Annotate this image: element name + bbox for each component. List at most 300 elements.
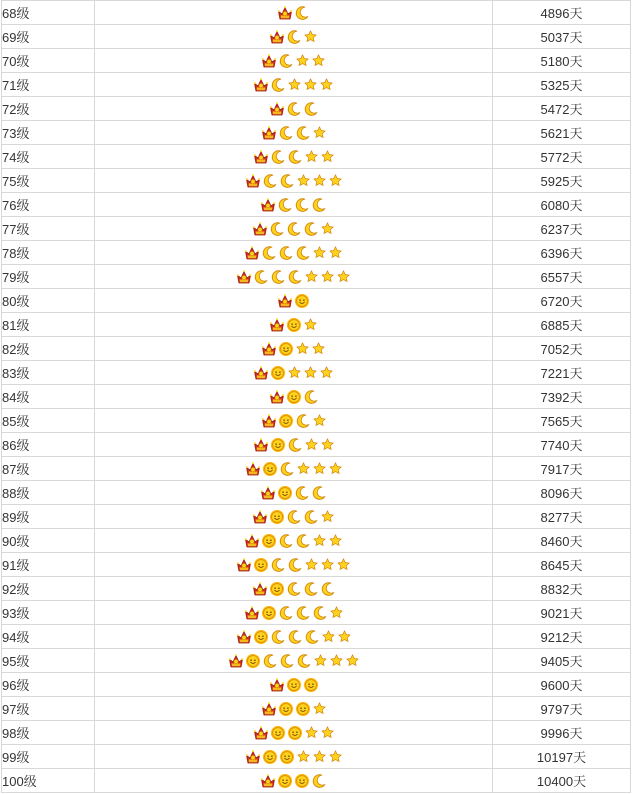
icons-cell bbox=[95, 313, 493, 337]
days-cell: 7740天 bbox=[493, 433, 631, 457]
crown-icon bbox=[245, 461, 261, 477]
level-cell: 100级 bbox=[2, 769, 95, 793]
table-row bbox=[2, 241, 631, 265]
table-row bbox=[2, 577, 631, 601]
icons-cell bbox=[95, 649, 493, 673]
rank-icons bbox=[277, 4, 310, 22]
icons-cell bbox=[95, 361, 493, 385]
level-cell: 82级 bbox=[2, 337, 95, 361]
moon-icon bbox=[294, 5, 310, 21]
days-cell: 6885天 bbox=[493, 313, 631, 337]
moon-icon bbox=[270, 629, 286, 645]
moon-icon bbox=[270, 149, 286, 165]
crown-icon bbox=[245, 173, 261, 189]
star-icon bbox=[330, 654, 343, 667]
moon-icon bbox=[279, 653, 295, 669]
rank-icons bbox=[269, 676, 319, 694]
star-icon bbox=[321, 510, 334, 523]
moon-icon bbox=[269, 221, 285, 237]
icons-cell bbox=[95, 241, 493, 265]
rank-icons bbox=[253, 148, 335, 166]
days-cell: 5772天 bbox=[493, 145, 631, 169]
days-cell: 9996天 bbox=[493, 721, 631, 745]
moon-icon bbox=[286, 581, 302, 597]
icons-cell bbox=[95, 25, 493, 49]
sun-icon bbox=[286, 677, 302, 693]
moon-icon bbox=[303, 101, 319, 117]
moon-icon bbox=[295, 245, 311, 261]
crown-icon bbox=[261, 413, 277, 429]
rank-icons bbox=[244, 604, 344, 622]
level-cell: 69级 bbox=[2, 25, 95, 49]
moon-icon bbox=[295, 125, 311, 141]
star-icon bbox=[305, 270, 318, 283]
star-icon bbox=[288, 366, 301, 379]
icons-cell bbox=[95, 601, 493, 625]
icons-cell bbox=[95, 409, 493, 433]
star-icon bbox=[329, 174, 342, 187]
icons-cell bbox=[95, 721, 493, 745]
crown-icon bbox=[236, 629, 252, 645]
level-table-body bbox=[2, 1, 631, 793]
icons-cell bbox=[95, 73, 493, 97]
days-cell: 10197天 bbox=[493, 745, 631, 769]
rank-icons bbox=[253, 436, 335, 454]
level-cell: 70级 bbox=[2, 49, 95, 73]
table-row bbox=[2, 49, 631, 73]
table-row bbox=[2, 313, 631, 337]
rank-icons bbox=[253, 364, 334, 382]
moon-icon bbox=[286, 101, 302, 117]
star-icon bbox=[313, 702, 326, 715]
moon-icon bbox=[278, 125, 294, 141]
level-cell: 84级 bbox=[2, 385, 95, 409]
rank-icons bbox=[269, 316, 318, 334]
icons-cell bbox=[95, 433, 493, 457]
icons-cell bbox=[95, 169, 493, 193]
days-cell: 7565天 bbox=[493, 409, 631, 433]
table-row bbox=[2, 553, 631, 577]
moon-icon bbox=[303, 509, 319, 525]
star-icon bbox=[321, 438, 334, 451]
moon-icon bbox=[270, 557, 286, 573]
level-cell: 95级 bbox=[2, 649, 95, 673]
table-row bbox=[2, 361, 631, 385]
star-icon bbox=[296, 342, 309, 355]
rank-icons bbox=[261, 340, 326, 358]
table-row bbox=[2, 649, 631, 673]
sun-icon bbox=[278, 413, 294, 429]
level-cell: 75级 bbox=[2, 169, 95, 193]
star-icon bbox=[305, 558, 318, 571]
days-cell: 8832天 bbox=[493, 577, 631, 601]
sun-icon bbox=[279, 749, 295, 765]
moon-icon bbox=[279, 173, 295, 189]
days-cell: 4896天 bbox=[493, 1, 631, 25]
sun-icon bbox=[286, 389, 302, 405]
icons-cell bbox=[95, 265, 493, 289]
level-cell: 78级 bbox=[2, 241, 95, 265]
rank-icons bbox=[252, 220, 335, 238]
star-icon bbox=[321, 726, 334, 739]
crown-icon bbox=[253, 365, 269, 381]
table-row bbox=[2, 265, 631, 289]
rank-icons bbox=[253, 724, 335, 742]
crown-icon bbox=[244, 605, 260, 621]
level-cell: 93级 bbox=[2, 601, 95, 625]
icons-cell bbox=[95, 1, 493, 25]
table-row bbox=[2, 217, 631, 241]
moon-icon bbox=[303, 221, 319, 237]
star-icon bbox=[321, 270, 334, 283]
icons-cell bbox=[95, 577, 493, 601]
rank-icons bbox=[260, 772, 327, 790]
days-cell: 6237天 bbox=[493, 217, 631, 241]
days-cell: 6396天 bbox=[493, 241, 631, 265]
moon-icon bbox=[303, 581, 319, 597]
star-icon bbox=[305, 726, 318, 739]
icons-cell bbox=[95, 673, 493, 697]
rank-icons bbox=[269, 388, 319, 406]
moon-icon bbox=[261, 245, 277, 261]
days-cell: 7392天 bbox=[493, 385, 631, 409]
crown-icon bbox=[253, 149, 269, 165]
crown-icon bbox=[236, 557, 252, 573]
rank-icons bbox=[261, 124, 327, 142]
moon-icon bbox=[294, 197, 310, 213]
star-icon bbox=[313, 174, 326, 187]
sun-icon bbox=[261, 533, 277, 549]
level-cell: 81级 bbox=[2, 313, 95, 337]
star-icon bbox=[304, 318, 317, 331]
crown-icon bbox=[244, 533, 260, 549]
moon-icon bbox=[311, 773, 327, 789]
rank-icons bbox=[236, 556, 351, 574]
days-cell: 8460天 bbox=[493, 529, 631, 553]
days-cell: 8645天 bbox=[493, 553, 631, 577]
table-row bbox=[2, 193, 631, 217]
sun-icon bbox=[269, 581, 285, 597]
rank-icons bbox=[253, 76, 334, 94]
star-icon bbox=[313, 750, 326, 763]
level-cell: 77级 bbox=[2, 217, 95, 241]
icons-cell bbox=[95, 457, 493, 481]
level-cell: 68级 bbox=[2, 1, 95, 25]
star-icon bbox=[337, 558, 350, 571]
crown-icon bbox=[260, 197, 276, 213]
days-cell: 5037天 bbox=[493, 25, 631, 49]
sun-icon bbox=[270, 437, 286, 453]
moon-icon bbox=[296, 653, 312, 669]
rank-icons bbox=[245, 748, 343, 766]
sun-icon bbox=[294, 293, 310, 309]
star-icon bbox=[297, 750, 310, 763]
level-cell: 76级 bbox=[2, 193, 95, 217]
crown-icon bbox=[253, 725, 269, 741]
days-cell: 6557天 bbox=[493, 265, 631, 289]
moon-icon bbox=[270, 77, 286, 93]
icons-cell bbox=[95, 337, 493, 361]
star-icon bbox=[304, 78, 317, 91]
days-cell: 9405天 bbox=[493, 649, 631, 673]
level-cell: 72级 bbox=[2, 97, 95, 121]
sun-icon bbox=[277, 773, 293, 789]
moon-icon bbox=[279, 461, 295, 477]
icons-cell bbox=[95, 289, 493, 313]
days-cell: 7917天 bbox=[493, 457, 631, 481]
days-cell: 8277天 bbox=[493, 505, 631, 529]
star-icon bbox=[304, 30, 317, 43]
crown-icon bbox=[245, 749, 261, 765]
crown-icon bbox=[228, 653, 244, 669]
sun-icon bbox=[303, 677, 319, 693]
sun-icon bbox=[286, 317, 302, 333]
star-icon bbox=[330, 606, 343, 619]
rank-icons bbox=[244, 244, 343, 262]
table-row bbox=[2, 289, 631, 313]
rank-icons bbox=[252, 508, 335, 526]
moon-icon bbox=[295, 533, 311, 549]
days-cell: 8096天 bbox=[493, 481, 631, 505]
level-cell: 91级 bbox=[2, 553, 95, 577]
table-row bbox=[2, 169, 631, 193]
level-cell: 88级 bbox=[2, 481, 95, 505]
level-cell: 99级 bbox=[2, 745, 95, 769]
table-row bbox=[2, 1, 631, 25]
crown-icon bbox=[261, 341, 277, 357]
table-row bbox=[2, 385, 631, 409]
sun-icon bbox=[278, 341, 294, 357]
crown-icon bbox=[269, 101, 285, 117]
star-icon bbox=[313, 414, 326, 427]
moon-icon bbox=[278, 605, 294, 621]
rank-icons bbox=[236, 268, 351, 286]
crown-icon bbox=[261, 701, 277, 717]
level-cell: 97级 bbox=[2, 697, 95, 721]
rank-icons bbox=[236, 628, 352, 646]
table-row bbox=[2, 97, 631, 121]
level-cell: 92级 bbox=[2, 577, 95, 601]
table-row bbox=[2, 673, 631, 697]
sun-icon bbox=[262, 461, 278, 477]
rank-icons bbox=[269, 100, 319, 118]
moon-icon bbox=[311, 197, 327, 213]
level-table bbox=[1, 0, 631, 793]
star-icon bbox=[338, 630, 351, 643]
crown-icon bbox=[277, 293, 293, 309]
moon-icon bbox=[278, 53, 294, 69]
moon-icon bbox=[253, 269, 269, 285]
table-row bbox=[2, 121, 631, 145]
star-icon bbox=[329, 750, 342, 763]
icons-cell bbox=[95, 769, 493, 793]
moon-icon bbox=[287, 149, 303, 165]
days-cell: 6720天 bbox=[493, 289, 631, 313]
sun-icon bbox=[253, 557, 269, 573]
days-cell: 9212天 bbox=[493, 625, 631, 649]
level-cell: 87级 bbox=[2, 457, 95, 481]
crown-icon bbox=[244, 245, 260, 261]
star-icon bbox=[305, 150, 318, 163]
sun-icon bbox=[262, 749, 278, 765]
sun-icon bbox=[269, 509, 285, 525]
icons-cell bbox=[95, 49, 493, 73]
level-cell: 90级 bbox=[2, 529, 95, 553]
icons-cell bbox=[95, 97, 493, 121]
star-icon bbox=[313, 126, 326, 139]
days-cell: 9797天 bbox=[493, 697, 631, 721]
crown-icon bbox=[252, 581, 268, 597]
rank-icons bbox=[245, 172, 343, 190]
star-icon bbox=[320, 366, 333, 379]
table-row bbox=[2, 529, 631, 553]
table-row bbox=[2, 721, 631, 745]
table-row bbox=[2, 337, 631, 361]
table-row bbox=[2, 625, 631, 649]
star-icon bbox=[312, 342, 325, 355]
icons-cell bbox=[95, 145, 493, 169]
level-cell: 85级 bbox=[2, 409, 95, 433]
rank-icons bbox=[228, 652, 360, 670]
table-row bbox=[2, 433, 631, 457]
sun-icon bbox=[270, 365, 286, 381]
star-icon bbox=[297, 174, 310, 187]
moon-icon bbox=[262, 653, 278, 669]
sun-icon bbox=[270, 725, 286, 741]
star-icon bbox=[321, 558, 334, 571]
icons-cell bbox=[95, 385, 493, 409]
level-cell: 94级 bbox=[2, 625, 95, 649]
star-icon bbox=[337, 270, 350, 283]
moon-icon bbox=[287, 437, 303, 453]
rank-icons bbox=[269, 28, 318, 46]
moon-icon bbox=[286, 221, 302, 237]
moon-icon bbox=[312, 605, 328, 621]
crown-icon bbox=[269, 317, 285, 333]
star-icon bbox=[313, 534, 326, 547]
days-cell: 5621天 bbox=[493, 121, 631, 145]
icons-cell bbox=[95, 553, 493, 577]
crown-icon bbox=[269, 677, 285, 693]
table-row bbox=[2, 409, 631, 433]
star-icon bbox=[313, 246, 326, 259]
table-row bbox=[2, 505, 631, 529]
rank-icons bbox=[244, 532, 343, 550]
level-cell: 83级 bbox=[2, 361, 95, 385]
rank-icons bbox=[261, 52, 326, 70]
star-icon bbox=[322, 630, 335, 643]
crown-icon bbox=[252, 509, 268, 525]
rank-icons bbox=[260, 484, 327, 502]
moon-icon bbox=[277, 197, 293, 213]
crown-icon bbox=[260, 773, 276, 789]
star-icon bbox=[329, 534, 342, 547]
star-icon bbox=[314, 654, 327, 667]
level-cell: 98级 bbox=[2, 721, 95, 745]
level-cell: 86级 bbox=[2, 433, 95, 457]
level-cell: 71级 bbox=[2, 73, 95, 97]
icons-cell bbox=[95, 505, 493, 529]
star-icon bbox=[296, 54, 309, 67]
days-cell: 5472天 bbox=[493, 97, 631, 121]
level-cell: 80级 bbox=[2, 289, 95, 313]
crown-icon bbox=[260, 485, 276, 501]
crown-icon bbox=[269, 389, 285, 405]
crown-icon bbox=[252, 221, 268, 237]
star-icon bbox=[312, 54, 325, 67]
moon-icon bbox=[262, 173, 278, 189]
moon-icon bbox=[311, 485, 327, 501]
days-cell: 9600天 bbox=[493, 673, 631, 697]
star-icon bbox=[321, 222, 334, 235]
sun-icon bbox=[287, 725, 303, 741]
crown-icon bbox=[253, 437, 269, 453]
moon-icon bbox=[295, 605, 311, 621]
icons-cell bbox=[95, 745, 493, 769]
crown-icon bbox=[261, 53, 277, 69]
moon-icon bbox=[286, 29, 302, 45]
rank-icons bbox=[260, 196, 327, 214]
sun-icon bbox=[253, 629, 269, 645]
icons-cell bbox=[95, 217, 493, 241]
rank-icons bbox=[252, 580, 336, 598]
moon-icon bbox=[303, 389, 319, 405]
moon-icon bbox=[295, 413, 311, 429]
icons-cell bbox=[95, 697, 493, 721]
icons-cell bbox=[95, 625, 493, 649]
moon-icon bbox=[294, 485, 310, 501]
moon-icon bbox=[320, 581, 336, 597]
crown-icon bbox=[253, 77, 269, 93]
crown-icon bbox=[261, 125, 277, 141]
table-row bbox=[2, 697, 631, 721]
icons-cell bbox=[95, 121, 493, 145]
crown-icon bbox=[236, 269, 252, 285]
days-cell: 5180天 bbox=[493, 49, 631, 73]
table-row bbox=[2, 457, 631, 481]
sun-icon bbox=[278, 701, 294, 717]
star-icon bbox=[329, 462, 342, 475]
star-icon bbox=[313, 462, 326, 475]
moon-icon bbox=[287, 269, 303, 285]
rank-icons bbox=[261, 700, 327, 718]
crown-icon bbox=[269, 29, 285, 45]
table-row bbox=[2, 145, 631, 169]
moon-icon bbox=[304, 629, 320, 645]
table-row bbox=[2, 73, 631, 97]
moon-icon bbox=[287, 629, 303, 645]
rank-icons bbox=[245, 460, 343, 478]
star-icon bbox=[305, 438, 318, 451]
crown-icon bbox=[277, 5, 293, 21]
rank-icons bbox=[261, 412, 327, 430]
level-cell: 79级 bbox=[2, 265, 95, 289]
star-icon bbox=[288, 78, 301, 91]
icons-cell bbox=[95, 529, 493, 553]
sun-icon bbox=[277, 485, 293, 501]
sun-icon bbox=[295, 701, 311, 717]
star-icon bbox=[321, 150, 334, 163]
days-cell: 7221天 bbox=[493, 361, 631, 385]
moon-icon bbox=[286, 509, 302, 525]
star-icon bbox=[329, 246, 342, 259]
star-icon bbox=[297, 462, 310, 475]
level-cell: 74级 bbox=[2, 145, 95, 169]
days-cell: 10400天 bbox=[493, 769, 631, 793]
table-row bbox=[2, 601, 631, 625]
moon-icon bbox=[270, 269, 286, 285]
star-icon bbox=[346, 654, 359, 667]
